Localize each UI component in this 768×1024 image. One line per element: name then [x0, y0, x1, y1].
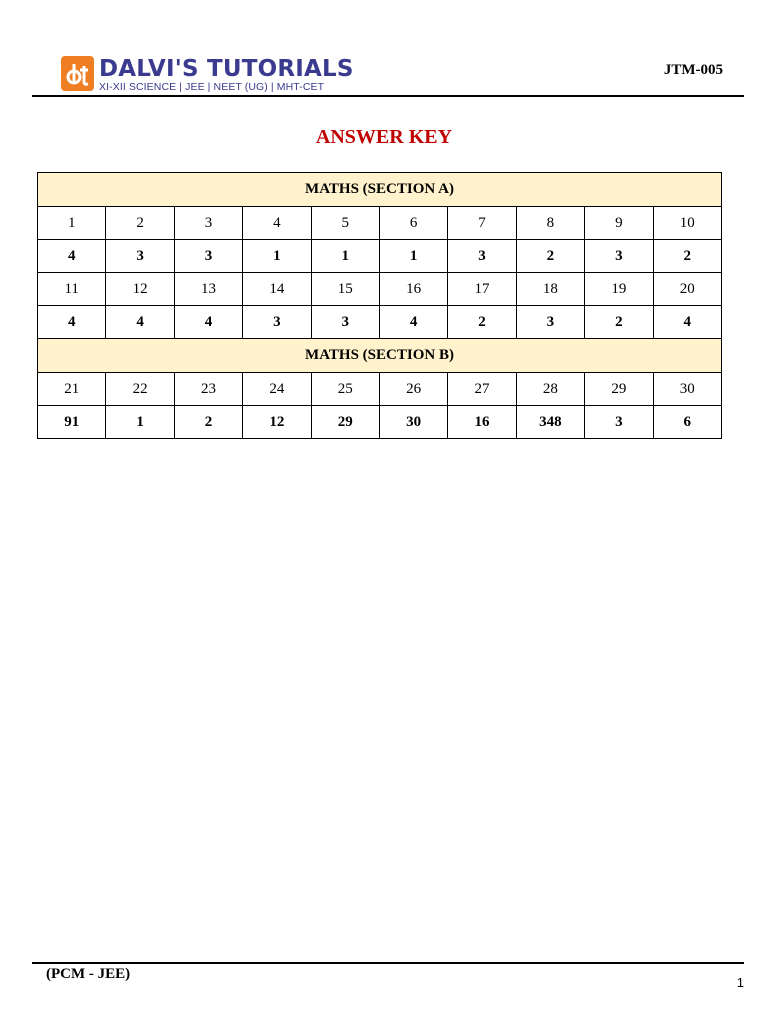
- answer-cell: 4: [38, 306, 106, 339]
- question-number-cell: 4: [243, 207, 311, 240]
- answer-row: [38, 240, 722, 273]
- footer-divider: [32, 962, 744, 964]
- question-number-cell: 14: [243, 273, 311, 306]
- question-number-cell: 6: [379, 207, 447, 240]
- answer-cell: 3: [585, 240, 653, 273]
- question-number-cell: 5: [311, 207, 379, 240]
- section-heading: MATHS (SECTION A): [38, 173, 722, 207]
- question-number-cell: 18: [516, 273, 584, 306]
- answer-cell: 1: [379, 240, 447, 273]
- question-number-cell: 15: [311, 273, 379, 306]
- answer-cell: 3: [448, 240, 516, 273]
- answer-cell: 30: [379, 406, 447, 439]
- answer-cell: 4: [38, 240, 106, 273]
- question-number-cell: 29: [585, 373, 653, 406]
- question-number-cell: 10: [653, 207, 721, 240]
- section-heading-row: [38, 173, 722, 207]
- dt-monogram-icon: [61, 56, 94, 91]
- question-number-cell: 27: [448, 373, 516, 406]
- question-number-cell: 12: [106, 273, 174, 306]
- question-number-cell: 22: [106, 373, 174, 406]
- answer-cell: 2: [585, 306, 653, 339]
- question-number-cell: 20: [653, 273, 721, 306]
- question-number-cell: 8: [516, 207, 584, 240]
- answer-cell: 3: [243, 306, 311, 339]
- answer-cell: 3: [585, 406, 653, 439]
- question-number-cell: 26: [379, 373, 447, 406]
- question-number-cell: 13: [174, 273, 242, 306]
- question-number-cell: 21: [38, 373, 106, 406]
- question-number-cell: 28: [516, 373, 584, 406]
- answer-cell: 2: [448, 306, 516, 339]
- logo-tagline: XI-XII SCIENCE | JEE | NEET (UG) | MHT-CET: [99, 81, 325, 93]
- answer-cell: 2: [174, 406, 242, 439]
- question-number-cell: 25: [311, 373, 379, 406]
- section-heading-row: [38, 339, 722, 373]
- answer-cell: 16: [448, 406, 516, 439]
- answer-cell: 348: [516, 406, 584, 439]
- question-number-cell: 19: [585, 273, 653, 306]
- answer-cell: 3: [311, 306, 379, 339]
- question-number-cell: 16: [379, 273, 447, 306]
- question-number-cell: 17: [448, 273, 516, 306]
- question-number-cell: 7: [448, 207, 516, 240]
- header-divider: [32, 95, 744, 97]
- answer-cell: 1: [243, 240, 311, 273]
- answer-cell: 4: [106, 306, 174, 339]
- question-number-cell: 23: [174, 373, 242, 406]
- answer-cell: 2: [516, 240, 584, 273]
- answer-cell: 4: [379, 306, 447, 339]
- answer-row: [38, 306, 722, 339]
- answer-cell: 91: [38, 406, 106, 439]
- question-number-cell: 3: [174, 207, 242, 240]
- answer-key-table: [37, 172, 722, 439]
- question-number-row: [38, 273, 722, 306]
- brand-logo: [61, 56, 354, 96]
- answer-cell: 1: [311, 240, 379, 273]
- section-heading: MATHS (SECTION B): [38, 339, 722, 373]
- question-number-cell: 1: [38, 207, 106, 240]
- answer-cell: 3: [174, 240, 242, 273]
- question-number-cell: 30: [653, 373, 721, 406]
- question-number-cell: 2: [106, 207, 174, 240]
- question-number-row: [38, 373, 722, 406]
- answer-cell: 4: [174, 306, 242, 339]
- logo-name: DALVI'S TUTORIALS: [99, 56, 354, 82]
- document-code: JTM-005: [663, 62, 723, 78]
- answer-cell: 6: [653, 406, 721, 439]
- page-number: 1: [736, 975, 744, 990]
- page-title: ANSWER KEY: [315, 126, 453, 148]
- question-number-row: [38, 207, 722, 240]
- answer-cell: 29: [311, 406, 379, 439]
- answer-cell: 1: [106, 406, 174, 439]
- footer-course: (PCM - JEE): [46, 966, 131, 982]
- question-number-cell: 24: [243, 373, 311, 406]
- answer-cell: 12: [243, 406, 311, 439]
- answer-cell: 4: [653, 306, 721, 339]
- answer-cell: 2: [653, 240, 721, 273]
- answer-cell: 3: [106, 240, 174, 273]
- answer-row: [38, 406, 722, 439]
- question-number-cell: 11: [38, 273, 106, 306]
- answer-cell: 3: [516, 306, 584, 339]
- question-number-cell: 9: [585, 207, 653, 240]
